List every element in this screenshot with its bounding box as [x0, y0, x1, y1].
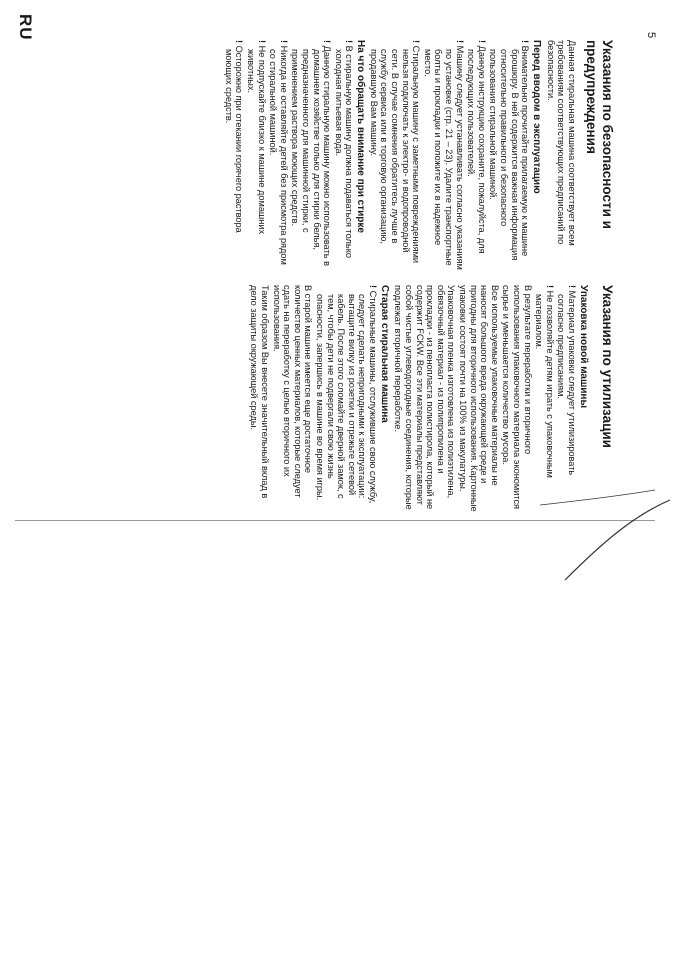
exclamation-icon: ! [544, 285, 555, 291]
paragraph [271, 285, 313, 515]
exclamation-icon: ! [278, 40, 289, 46]
paragraph-text: Упаковочная пленка изготовлена из полиэтилена, обвязочный материал - из полипропилена и прокладки - из пенопласта полистирола, который не содержит FCKW. Все эти материалы представляют собой чистые углеводородные соединения, которые подлежат вторичной переработке. [393, 285, 457, 510]
disposal-title: Указания по утилизации [600, 285, 615, 448]
packaging-text [393, 285, 533, 515]
exclamation-icon: ! [322, 40, 333, 46]
paragraph [457, 285, 499, 515]
bullet-text: Данную стиральную машину можно использовать в домашнем хозяйстве только для стирки белья, предназначенного для машинной стирки, с применением раствора моющих средств. [290, 45, 333, 266]
safety-intro: Данная стиральная машина соответствует всем требованиям соответствующих предписаний по безопасности. [545, 40, 577, 246]
warning-bullet [245, 40, 266, 270]
paragraph-text: Таким образом Вы внесете значительный вклад в дело защиты окружающей среды. [249, 285, 270, 499]
exclamation-icon: ! [367, 285, 378, 291]
warning-bullet [466, 40, 487, 270]
packaging-heading: Упаковка новой машины [578, 285, 589, 409]
bullet-text: Не позволяйте детям играть с упаковочным материалом. [534, 290, 555, 478]
bullet-text: Машину следует устанавливать согласно указаниям по установке (стр. 21 – 23). Удалите транспортные болты и прокладки и положите их в надежное место. [422, 45, 465, 270]
warning-bullet [368, 40, 421, 270]
warning-bullet [422, 40, 464, 270]
paragraph-text: В старой машине имеется еще достаточное количество ценных материалов, которые следует сдать на переработку с целью вторичного их использования. [271, 285, 314, 498]
warning-bullet [268, 40, 289, 270]
paragraph-text: Все используемые упаковочные материалы не наносят большого вреда окружающей среде и пригодны для вторичного использования. Картонные упаковки состоят почти на 100% из макулатуры. [458, 285, 500, 512]
bullet-text: Внимательно прочитайте прилагаемую к машине брошюру. В ней содержится важная информация относительно правильного и безопасного пользования стиральной машиной. [488, 45, 531, 261]
paragraph-text: В результате переработки и вторичного использования упаковочного материала экономится сырье и уменьшается количество мусора. [501, 285, 533, 510]
warning-bullet [333, 40, 354, 270]
bullet-text: Данную инструкцию сохраните, пожалуйста, для последующих пользователей. [466, 45, 487, 254]
old-machine-list [314, 285, 378, 515]
bullet-text: Не подпускайте близко к машине домашних животных. [245, 45, 267, 235]
disposal-section [25, 285, 615, 515]
page-number: 5 [645, 32, 657, 39]
warning-bullet [314, 285, 378, 515]
bullet-text: В стиральную машину должна подаваться только холодная питьевая вода. [333, 45, 355, 258]
exclamation-icon: ! [476, 40, 487, 46]
washing-list [223, 40, 354, 270]
paragraph [501, 285, 533, 515]
safety-section [25, 40, 615, 270]
before-use-heading: Перед вводом в эксплуатацию [531, 40, 543, 194]
exclamation-icon: ! [256, 40, 267, 46]
paragraph [249, 285, 270, 515]
warning-bullet [488, 40, 530, 270]
washing-heading: На что обращать внимание при стирке [355, 40, 367, 233]
warning-bullet [223, 40, 244, 270]
bullet-text: Осторожно при отекании горячего раствора моющих средств. [223, 45, 245, 233]
exclamation-icon: ! [344, 40, 355, 46]
bullet-text: Стиральные машины, отслужившие свою службу, следует сделать непригодными к эксплуатации: вытащите вилку из розетки и отрежьте сетевой кабель. После этого сломайте дверной замок, с тем, чтобы дети не подвергали свою жизнь опасности, запершись в машине во время игры. [314, 290, 378, 504]
exclamation-icon: ! [454, 40, 465, 46]
exclamation-icon: ! [234, 40, 245, 46]
bullet-text: Никогда не оставляйте детей без присмотра рядом со стиральной машиной. [268, 45, 289, 265]
before-use-list [368, 40, 530, 270]
safety-title: Указания по безопасности и предупреждения [584, 40, 615, 229]
bullet-text: Стиральную машину с заметными повреждениями нельзя подключать к электро- и водопроводной сети. В случае сомнения обратитесь лучше в службу сервиса или в торговую организацию, продавшую Вам машину. [368, 45, 422, 264]
old-machine-heading: Старая стиральная машина [378, 285, 390, 423]
old-machine-text [249, 285, 314, 515]
exclamation-icon: ! [411, 40, 422, 46]
language-code: RU [16, 14, 35, 41]
exclamation-icon: ! [520, 40, 531, 46]
scan-mark-curve [535, 470, 675, 590]
exclamation-icon: ! [567, 285, 577, 291]
warning-bullet [290, 40, 332, 270]
bullet-text: Материал упаковки следует утилизировать согласно предписаниям. [556, 290, 577, 476]
paragraph [393, 285, 457, 515]
